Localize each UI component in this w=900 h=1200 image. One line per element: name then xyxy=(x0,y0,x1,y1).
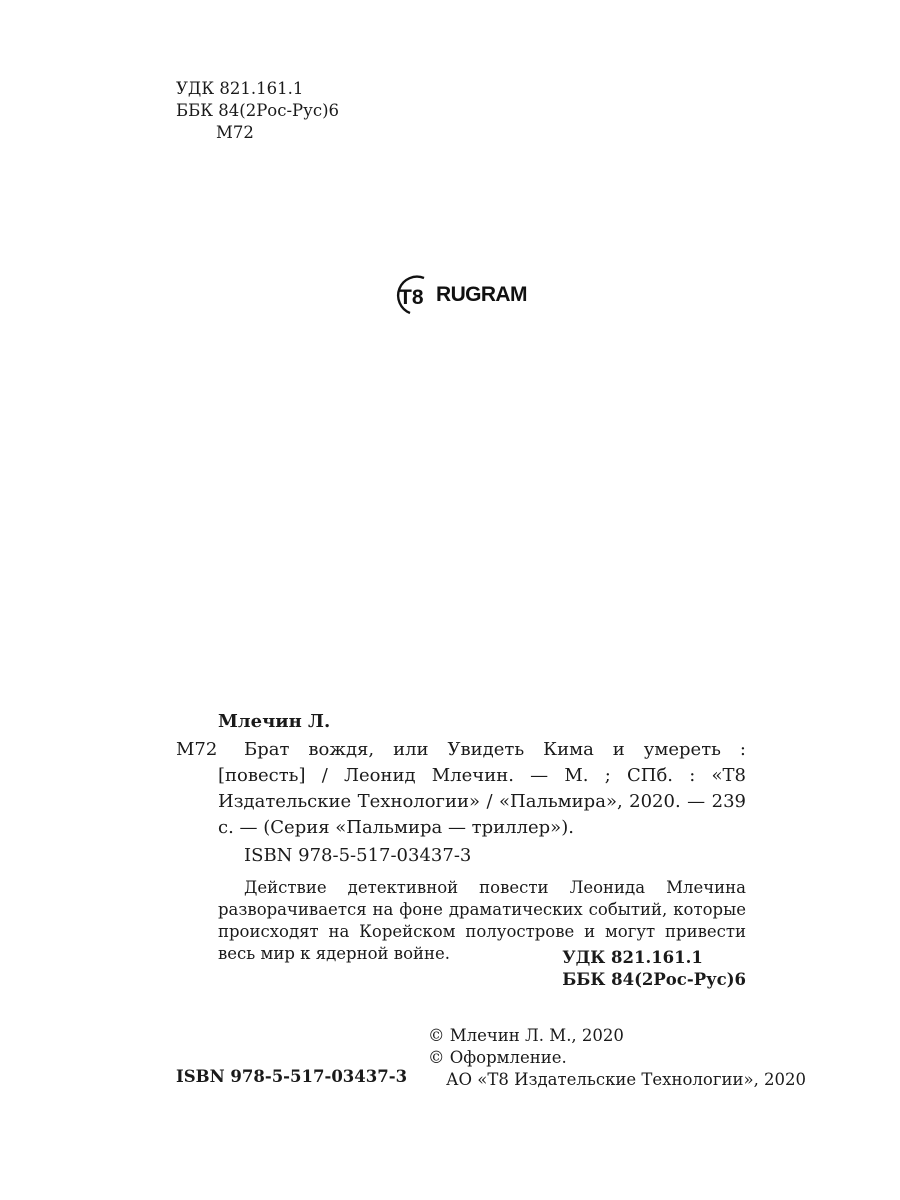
classification-bottom xyxy=(562,947,746,991)
udk-code: УДК 821.161.1 xyxy=(176,79,304,98)
bbk-code-bottom: ББК 84(2Рос-Рус)6 xyxy=(562,970,746,989)
copyright-design: © Оформление. xyxy=(428,1048,567,1067)
copyright-block xyxy=(428,1025,806,1091)
logo-text: RUGRAM xyxy=(436,283,527,306)
entry-isbn: ISBN 978-5-517-03437-3 xyxy=(244,845,472,866)
isbn-bottom: ISBN 978-5-517-03437-3 xyxy=(176,1067,408,1086)
copyright-author: © Млечин Л. М., 2020 xyxy=(428,1026,624,1045)
author-mark: М72 xyxy=(216,123,254,142)
t8-logo-icon xyxy=(394,272,436,318)
classification-top xyxy=(176,78,339,144)
entry-author-mark: М72 xyxy=(176,739,218,760)
bibliographic-description: Брат вождя, или Увидеть Кима и умереть : [повесть] / Леонид Млечин. — М. ; СПб. : «Т8 Издательские Технологии» / «Пальмира», 2020. — 239 с. — (Серия «Пальмира — триллер»). xyxy=(218,739,746,838)
entry-author: Млечин Л. xyxy=(218,711,331,732)
publisher-logo xyxy=(394,272,527,318)
copyright-publisher: АО «Т8 Издательские Технологии», 2020 xyxy=(446,1070,807,1089)
logo-mark: T8 xyxy=(399,286,424,309)
udk-code-bottom: УДК 821.161.1 xyxy=(562,948,703,967)
bbk-code: ББК 84(2Рос-Рус)6 xyxy=(176,101,340,120)
annotation: Действие детективной повести Леонида Млечина разворачивается на фоне драматических событий, которые происходят на Корейском полуострове и могут привести весь мир к ядерной войне. xyxy=(218,878,746,963)
